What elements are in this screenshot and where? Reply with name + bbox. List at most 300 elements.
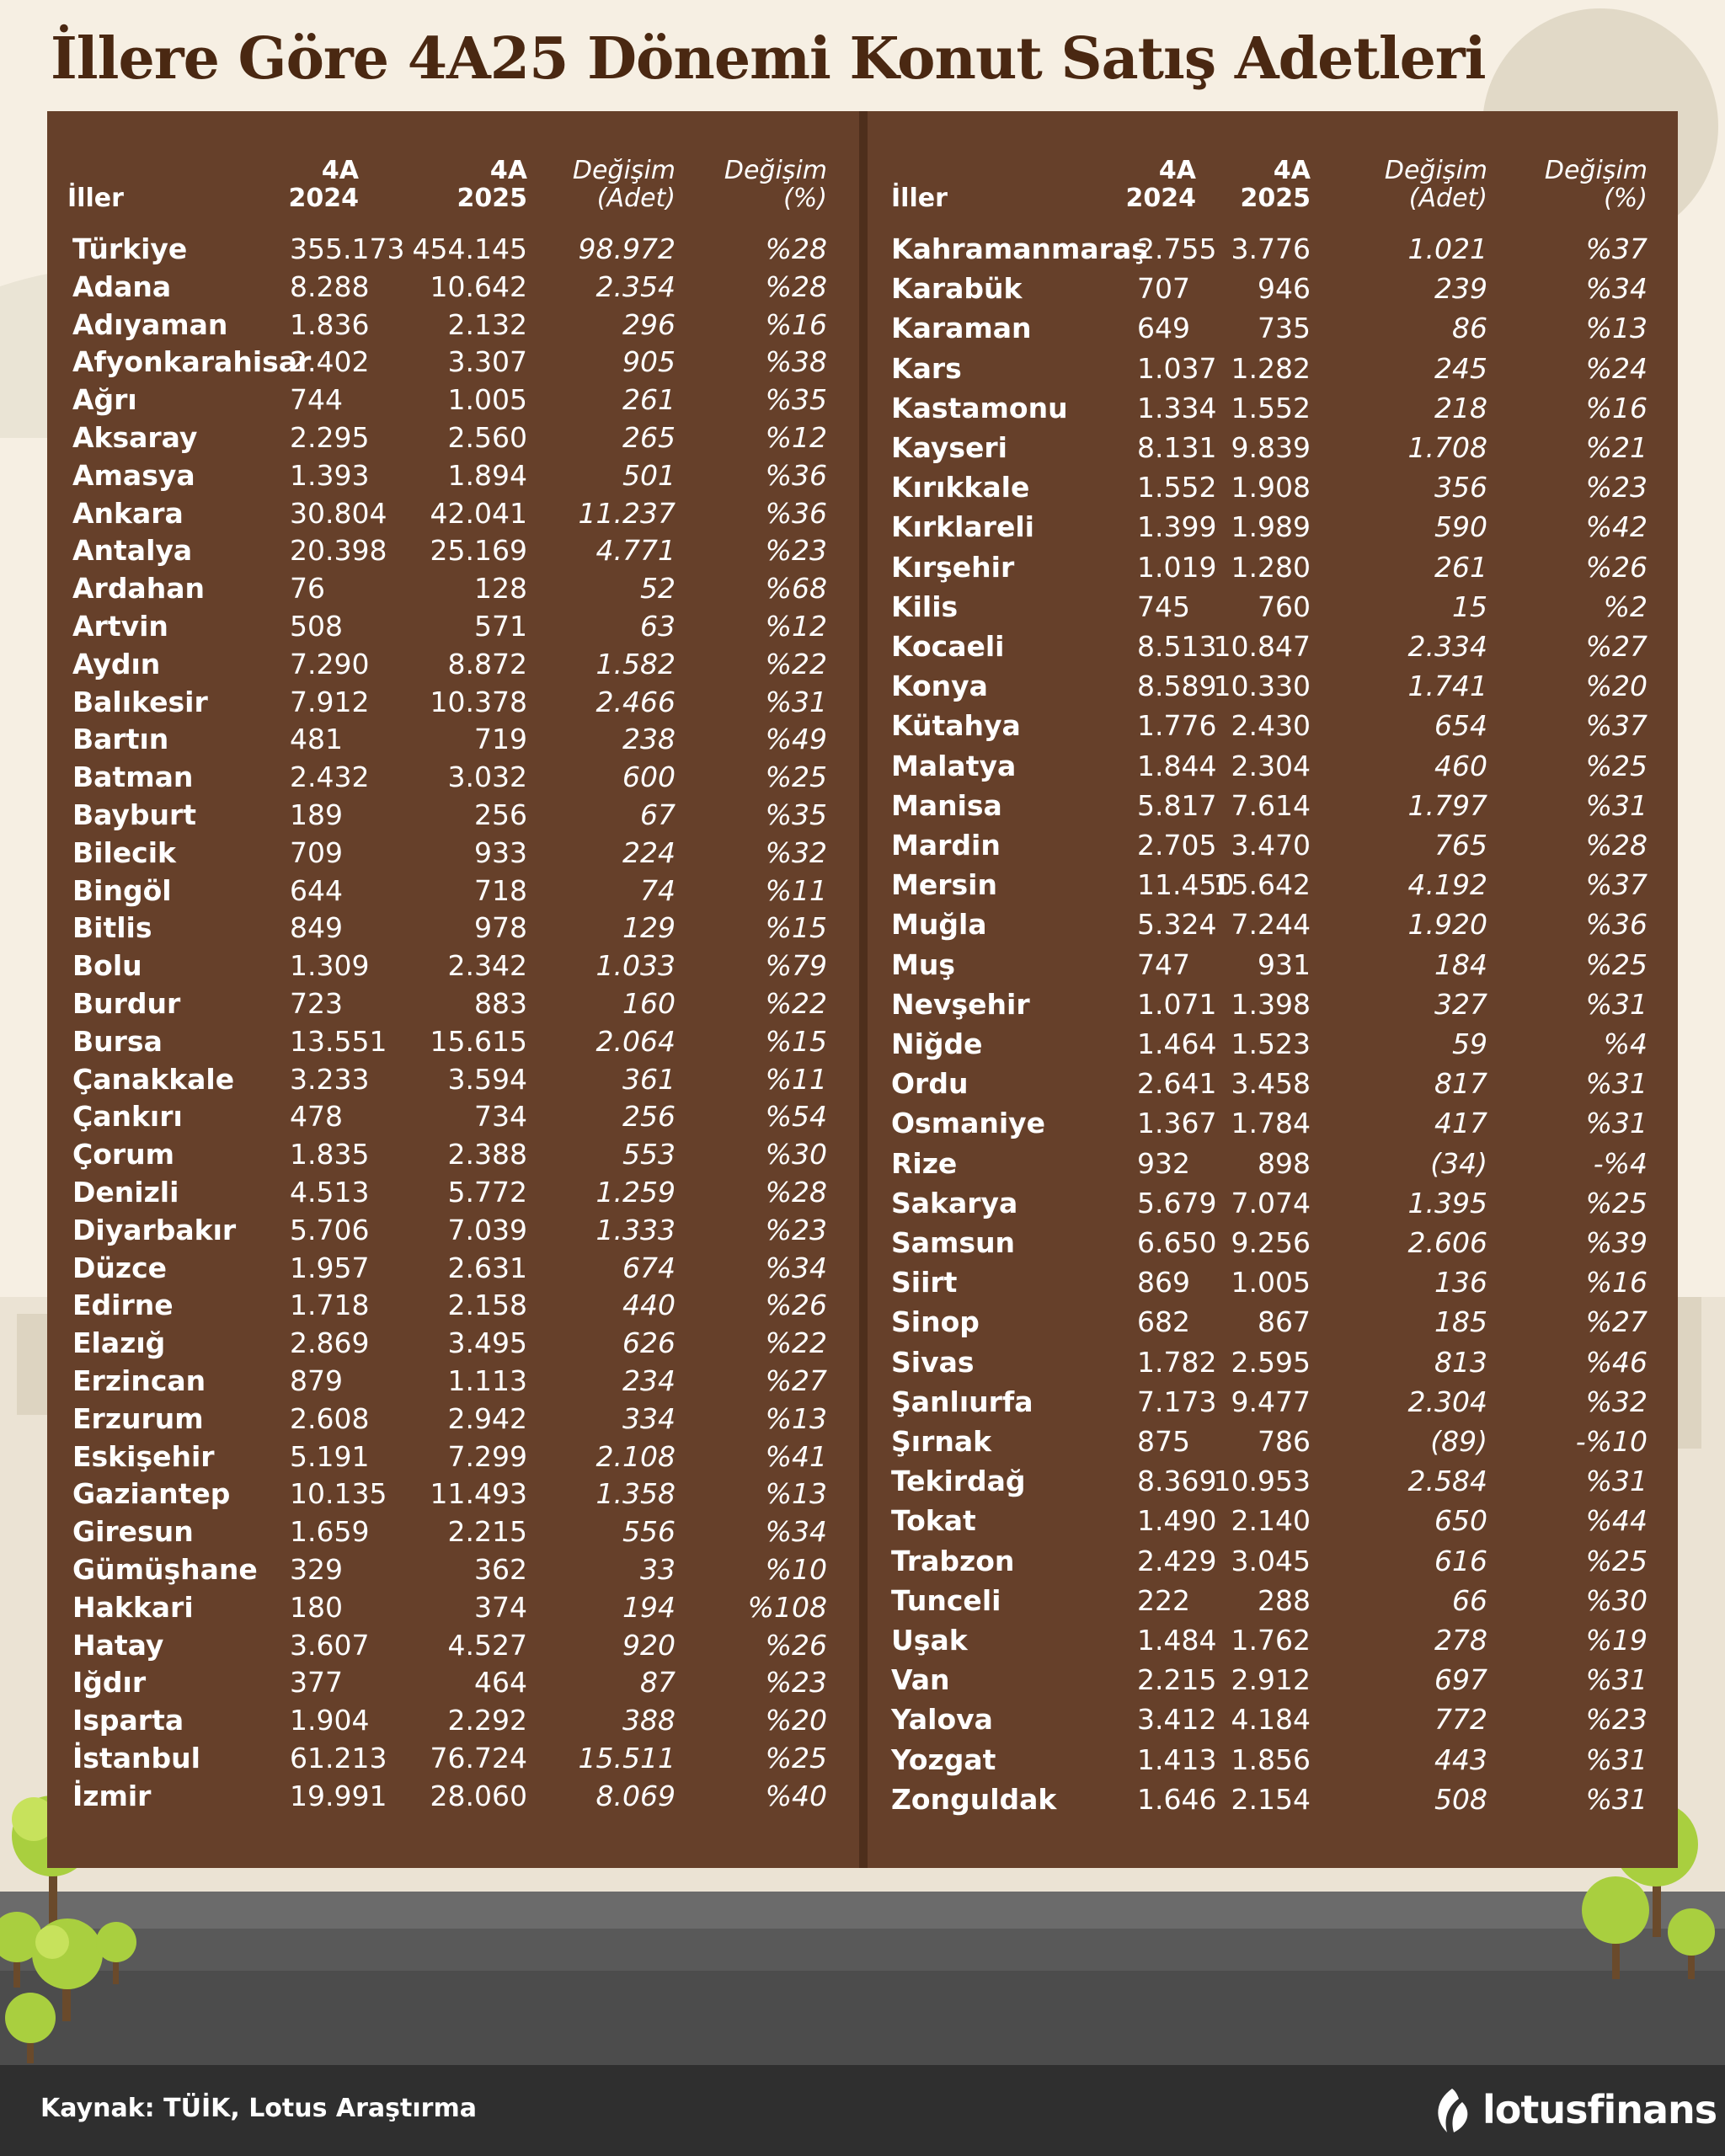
value-2024: 2.705 [1137,829,1217,862]
province-name: Ordu [891,1067,969,1101]
value-2024: 8.131 [1137,431,1217,464]
value-2024: 3.233 [290,1062,370,1096]
change-count: 224 [622,835,676,869]
change-count: 52 [640,572,676,606]
value-2025: 2.154 [1231,1782,1311,1816]
value-2025: 7.039 [447,1213,527,1246]
table-row [868,748,1678,785]
province-name: Bartın [72,723,169,756]
value-2025: 1.282 [1231,351,1311,385]
value-2024: 61.213 [290,1742,387,1774]
value-2024: 1.490 [1137,1504,1217,1538]
change-pct: %26 [765,1628,827,1662]
value-2025: 11.493 [430,1477,527,1511]
change-count: 33 [640,1553,676,1586]
change-count: 1.920 [1407,908,1487,942]
value-2024: 3.607 [290,1628,370,1662]
province-name: Diyarbakır [72,1213,237,1246]
change-count: 2.466 [595,685,676,718]
value-2025: 7.614 [1231,788,1311,822]
value-2024: 745 [1137,590,1190,623]
change-pct: %34 [1585,272,1648,306]
change-pct: %31 [1585,1663,1648,1697]
value-2025: 464 [474,1666,527,1700]
value-2025: 2.388 [447,1138,527,1171]
table-row [868,1105,1678,1142]
province-name: Tokat [891,1504,976,1538]
value-2025: 10.847 [1213,630,1311,663]
table-row [868,1185,1678,1222]
value-2024: 1.776 [1137,709,1217,743]
change-pct: %21 [1585,431,1648,464]
value-2024: 2.755 [1137,232,1217,265]
value-2025: 2.560 [447,421,527,454]
value-2024: 849 [290,911,343,945]
province-name: Malatya [891,749,1017,782]
province-name: Amasya [72,458,195,492]
value-2024: 1.782 [1137,1345,1217,1379]
change-pct: %28 [765,1176,827,1209]
change-count: 296 [622,307,676,341]
header-2025: 4A 2025 [1240,156,1311,213]
table-row [47,1250,859,1287]
change-count: 67 [640,798,676,831]
table-row [47,344,859,381]
table-row [47,231,859,268]
change-pct: %32 [1585,1385,1648,1418]
table-row [47,1702,859,1739]
table-row [47,382,859,419]
table-row [47,1551,859,1588]
value-2024: 1.835 [290,1138,370,1171]
province-name: Mersin [891,868,997,902]
table-row [868,1384,1678,1421]
value-2025: 362 [474,1553,527,1586]
table-row [47,947,859,985]
change-count: 1.582 [595,647,676,680]
lotus-leaf-icon [1429,2085,1476,2136]
change-count: 86 [1452,312,1487,345]
table-row [47,1061,859,1098]
table-row [868,1582,1678,1620]
change-count: 817 [1434,1067,1487,1101]
value-2025: 9.256 [1231,1226,1311,1259]
province-name: Muğla [891,908,987,942]
table-row [47,570,859,607]
change-pct: %79 [765,949,827,983]
value-2025: 3.458 [1231,1067,1311,1101]
table-row [47,1589,859,1626]
table-row [47,1136,859,1173]
value-2024: 11.450 [1137,868,1235,902]
value-2025: 3.470 [1231,829,1311,862]
change-pct: -%4 [1593,1146,1648,1180]
change-count: 87 [640,1666,676,1700]
value-2025: 10.330 [1213,670,1311,703]
province-name: Nevşehir [891,987,1030,1021]
province-name: Manisa [891,788,1002,822]
table-row [47,1174,859,1211]
change-pct: %22 [765,647,827,680]
change-pct: %16 [1585,1266,1648,1299]
change-count: 1.033 [595,949,676,983]
change-count: 626 [622,1326,676,1360]
table-row [47,307,859,344]
change-pct: %36 [1585,908,1648,942]
change-count: 334 [622,1401,676,1435]
change-pct: %49 [765,723,827,756]
province-name: Bayburt [72,798,197,831]
table-row [47,910,859,947]
value-2025: 3.495 [447,1326,527,1360]
change-count: 590 [1434,510,1487,544]
table-row [47,1476,859,1513]
change-count: 278 [1434,1624,1487,1657]
province-name: Niğde [891,1027,983,1060]
change-count: 2.354 [595,270,676,303]
value-2024: 1.484 [1137,1624,1217,1657]
province-name: Trabzon [891,1544,1015,1577]
province-name: Iğdır [72,1666,147,1700]
change-pct: %39 [1585,1226,1648,1259]
province-name: Denizli [72,1176,179,1209]
table-row [868,906,1678,943]
value-2024: 13.551 [290,1024,387,1058]
source-note: Kaynak: TÜİK, Lotus Araştırma [40,2094,477,2123]
table-row [868,707,1678,744]
change-count: 1.741 [1407,670,1487,703]
province-name: Kahramanmaraş [891,232,1148,265]
change-count: 553 [622,1138,676,1171]
province-name: Düzce [72,1251,168,1284]
province-name: Bitlis [72,911,152,945]
value-2025: 3.776 [1231,232,1311,265]
value-2024: 355.173 [290,232,405,265]
change-pct: %23 [1585,1703,1648,1737]
change-count: 15.511 [578,1742,676,1774]
table-row [47,1098,859,1135]
province-name: Artvin [72,610,168,643]
table-row [47,1740,859,1777]
table-row [47,532,859,569]
value-2025: 1.894 [447,458,527,492]
table-row [47,1325,859,1362]
province-name: Bilecik [72,835,176,869]
value-2025: 3.307 [447,345,527,379]
change-count: 674 [622,1251,676,1284]
change-count: 2.606 [1407,1226,1487,1259]
change-pct: %19 [1585,1624,1648,1657]
province-name: Yalova [891,1703,993,1737]
value-2025: 256 [474,798,527,831]
value-2025: 7.299 [447,1439,527,1473]
change-pct: %35 [765,798,827,831]
column-divider [859,111,868,1868]
change-pct: %34 [765,1515,827,1549]
province-name: Erzurum [72,1401,204,1435]
value-2025: 931 [1258,947,1311,981]
change-count: 2.334 [1407,630,1487,663]
change-count: 63 [640,610,676,643]
value-2024: 189 [290,798,343,831]
value-2025: 4.184 [1231,1703,1311,1737]
table-row [868,1344,1678,1381]
value-2025: 898 [1258,1146,1311,1180]
change-pct: %41 [765,1439,827,1473]
change-count: 1.797 [1407,788,1487,822]
value-2024: 875 [1137,1425,1190,1458]
table-row [47,1287,859,1324]
change-pct: %25 [1585,1186,1648,1219]
change-pct: %28 [765,232,827,265]
value-2025: 2.430 [1231,709,1311,743]
value-2024: 8.288 [290,270,370,303]
value-2024: 644 [290,873,343,907]
value-2025: 734 [474,1100,527,1134]
change-count: 218 [1434,391,1487,424]
value-2025: 1.856 [1231,1742,1311,1776]
change-count: (34) [1430,1146,1487,1180]
table-row [868,549,1678,586]
change-count: 59 [1452,1027,1487,1060]
change-count: 4.192 [1407,868,1487,902]
change-pct: %11 [765,873,827,907]
table-row [868,1026,1678,1063]
province-name: Kastamonu [891,391,1068,424]
change-count: 2.064 [595,1024,676,1058]
change-count: 238 [622,723,676,756]
value-2024: 7.173 [1137,1385,1217,1418]
province-name: Batman [72,760,194,794]
change-count: 4.771 [595,534,676,568]
value-2025: 2.304 [1231,749,1311,782]
change-pct: %31 [1585,987,1648,1021]
change-count: (89) [1430,1425,1487,1458]
value-2025: 1.552 [1231,391,1311,424]
change-pct: %31 [1585,788,1648,822]
change-count: 650 [1434,1504,1487,1538]
change-pct: %28 [1585,829,1648,862]
value-2024: 1.413 [1137,1742,1217,1776]
change-count: 1.259 [595,1176,676,1209]
change-count: 261 [1434,550,1487,584]
change-count: 66 [1452,1583,1487,1617]
value-2025: 786 [1258,1425,1311,1458]
province-name: Şırnak [891,1425,992,1458]
value-2025: 76.724 [430,1742,527,1774]
change-pct: %15 [765,911,827,945]
change-count: 460 [1434,749,1487,782]
value-2024: 709 [290,835,343,869]
province-name: Hakkari [72,1590,194,1624]
change-count: 256 [622,1100,676,1134]
change-count: 1.395 [1407,1186,1487,1219]
change-count: 15 [1452,590,1487,623]
value-2024: 7.290 [290,647,370,680]
change-pct: %37 [1585,868,1648,902]
change-pct: %24 [1585,351,1648,385]
header-province: İller [67,184,124,213]
province-name: Kütahya [891,709,1021,743]
change-count: 261 [622,383,676,417]
province-name: Sivas [891,1345,975,1379]
value-2024: 481 [290,723,343,756]
value-2025: 10.953 [1213,1465,1311,1498]
table-row [868,1742,1678,1779]
value-2025: 1.762 [1231,1624,1311,1657]
value-2024: 1.659 [290,1515,370,1549]
value-2025: 2.292 [447,1704,527,1737]
value-2024: 723 [290,987,343,1020]
value-2025: 760 [1258,590,1311,623]
province-name: Gaziantep [72,1477,231,1511]
province-name: Bolu [72,949,142,983]
value-2024: 707 [1137,272,1190,306]
change-pct: %25 [1585,947,1648,981]
value-2025: 1.908 [1231,471,1311,504]
value-2024: 879 [290,1364,343,1397]
table-row [868,1264,1678,1301]
change-pct: %10 [765,1553,827,1586]
change-count: 1.333 [595,1213,676,1246]
table-row [47,1438,859,1476]
change-pct: %16 [1585,391,1648,424]
province-name: Kars [891,351,962,385]
value-2024: 2.429 [1137,1544,1217,1577]
change-pct: %36 [765,458,827,492]
value-2024: 1.646 [1137,1782,1217,1816]
value-2024: 329 [290,1553,343,1586]
province-name: Uşak [891,1624,968,1657]
change-count: 1.021 [1407,232,1487,265]
table-row [868,1622,1678,1659]
table-row [47,1401,859,1438]
header-2024: 4A 2024 [1125,156,1196,213]
table-row [47,1212,859,1249]
province-name: Samsun [891,1226,1016,1259]
province-name: Hatay [72,1628,164,1662]
table-row [47,759,859,796]
change-count: 501 [622,458,676,492]
value-2024: 4.513 [290,1176,370,1209]
change-count: 245 [1434,351,1487,385]
change-pct: %37 [1585,232,1648,265]
province-name: Balıkesir [72,685,208,718]
change-count: 765 [1434,829,1487,862]
table-row [868,1065,1678,1102]
value-2025: 3.032 [447,760,527,794]
change-pct: %25 [1585,749,1648,782]
change-pct: %38 [765,345,827,379]
value-2024: 747 [1137,947,1190,981]
province-name: Afyonkarahisar [72,345,312,379]
table-row [868,231,1678,268]
value-2025: 946 [1258,272,1311,306]
value-2024: 2.432 [290,760,370,794]
province-name: Adana [72,270,172,303]
change-count: 1.358 [595,1477,676,1511]
value-2024: 222 [1137,1583,1190,1617]
table-row [868,1662,1678,1699]
change-count: 194 [622,1590,676,1624]
value-2025: 1.280 [1231,550,1311,584]
value-2025: 10.642 [430,270,527,303]
change-pct: %26 [1585,550,1648,584]
province-name: Kayseri [891,431,1007,464]
change-pct: %34 [765,1251,827,1284]
change-pct: %25 [765,760,827,794]
change-pct: -%10 [1575,1425,1648,1458]
change-count: 98.972 [578,232,676,265]
value-2024: 744 [290,383,343,417]
province-name: Çorum [72,1138,175,1171]
table-row [47,457,859,494]
change-pct: %13 [1585,312,1648,345]
table-row [868,1145,1678,1182]
header-change-pct: Değişim (%) [1544,156,1648,213]
value-2024: 1.836 [290,307,370,341]
change-pct: %11 [765,1062,827,1096]
value-2024: 3.412 [1137,1703,1217,1737]
table-row [868,867,1678,904]
value-2025: 42.041 [430,496,527,530]
brand-name: lotusfinans [1482,2087,1717,2132]
province-name: Eskişehir [72,1439,215,1473]
change-count: 654 [1434,709,1487,743]
change-pct: %27 [1585,1305,1648,1339]
province-name: Aksaray [72,421,198,454]
value-2024: 8.369 [1137,1465,1217,1498]
header-change-pct: Değişim (%) [724,156,827,213]
change-pct: %108 [747,1590,827,1624]
value-2024: 1.334 [1137,391,1217,424]
change-count: 616 [1434,1544,1487,1577]
change-count: 361 [622,1062,676,1096]
value-2025: 2.140 [1231,1504,1311,1538]
province-name: Sakarya [891,1186,1018,1219]
province-name: Konya [891,670,988,703]
value-2025: 288 [1258,1583,1311,1617]
province-name: Kilis [891,590,959,623]
change-pct: %2 [1603,590,1648,623]
change-count: 327 [1434,987,1487,1021]
value-2025: 5.772 [447,1176,527,1209]
province-name: Türkiye [72,232,188,265]
province-name: Bingöl [72,873,172,907]
change-pct: %25 [1585,1544,1648,1577]
table-row [868,628,1678,665]
value-2024: 19.991 [290,1779,387,1812]
value-2024: 5.324 [1137,908,1217,942]
change-count: 772 [1434,1703,1487,1737]
province-name: Erzincan [72,1364,206,1397]
header-change-count: Değişim (Adet) [1384,156,1487,213]
value-2025: 8.872 [447,647,527,680]
value-2024: 8.589 [1137,670,1217,703]
value-2025: 718 [474,873,527,907]
value-2025: 1.398 [1231,987,1311,1021]
table-row [47,269,859,306]
table-row [47,1664,859,1701]
value-2024: 1.718 [290,1289,370,1322]
change-pct: %54 [765,1100,827,1134]
change-pct: %13 [765,1401,827,1435]
value-2025: 2.631 [447,1251,527,1284]
change-pct: %32 [765,835,827,869]
value-2024: 2.608 [290,1401,370,1435]
brand-logo [1425,2084,1717,2137]
table-row [868,668,1678,705]
